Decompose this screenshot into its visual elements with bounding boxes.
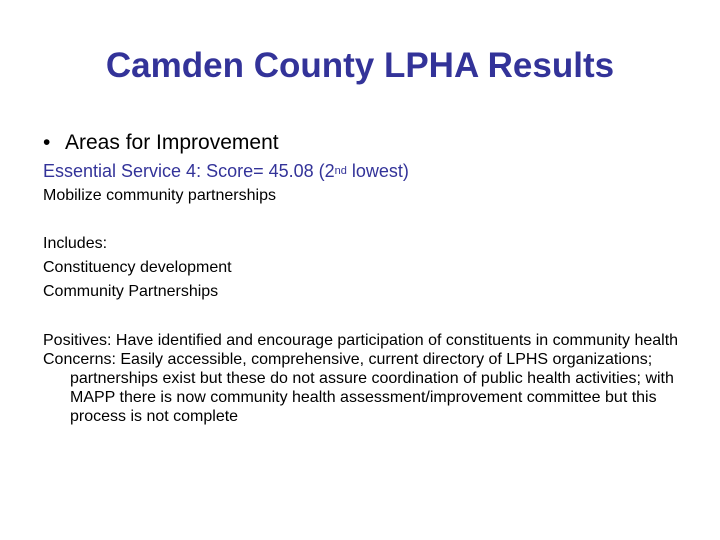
positives-concerns-block [43, 331, 683, 426]
ordinal-superscript: nd [334, 165, 347, 177]
slide-title: Camden County LPHA Results [105, 46, 615, 85]
includes-item: Constituency development [43, 259, 232, 276]
essential-service-prefix: Essential Service 4: Score= 45.08 (2 [43, 161, 335, 181]
essential-service-line [43, 161, 409, 182]
bullet-areas-for-improvement [43, 131, 279, 155]
bullet-icon: • [43, 131, 51, 154]
includes-item: Community Partnerships [43, 283, 219, 300]
concerns-text: Concerns: Easily accessible, comprehensive, current directory of LPHS organizations; partnerships exist but these do not assure coordination of public health activities; with MAPP there is now community health assessment/improvement committee but this process is not complete [43, 351, 674, 425]
mobilize-text: Mobilize community partnerships [43, 187, 276, 204]
includes-block [43, 234, 683, 301]
includes-label: Includes: [43, 235, 108, 252]
essential-service-suffix: lowest) [346, 161, 409, 181]
mobilize-block [43, 186, 683, 205]
positives-text: Positives: Have identified and encourage participation of constituents in community health [43, 332, 679, 349]
bullet-text: Areas for Improvement [65, 131, 279, 154]
